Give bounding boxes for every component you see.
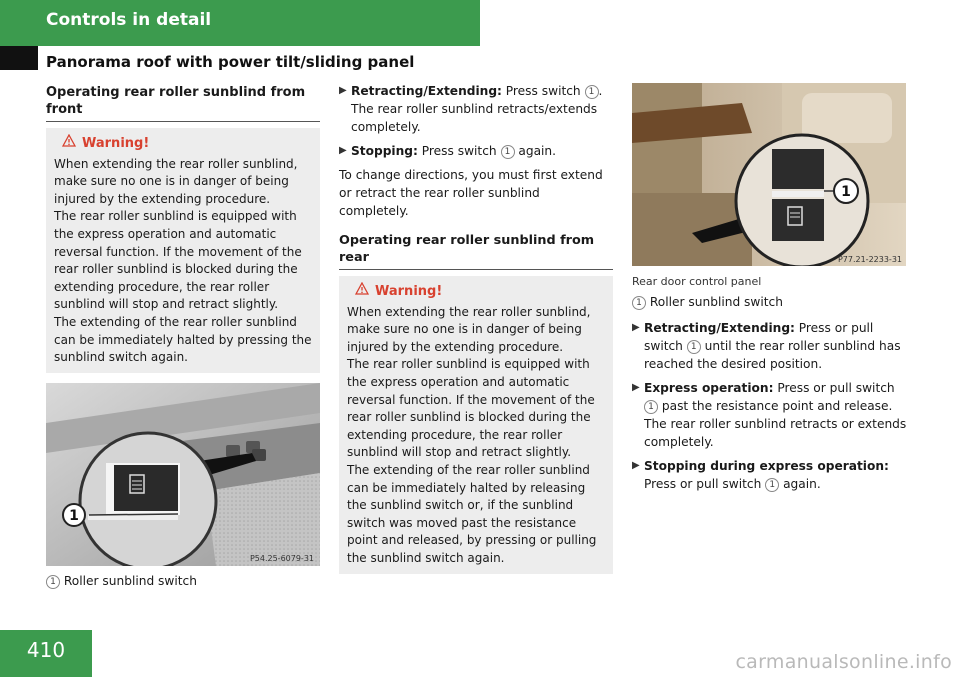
photo-caption: Rear door control panel <box>632 275 762 288</box>
overhead-panel-illustration <box>46 383 320 566</box>
warning-title <box>347 282 607 301</box>
page-subtitle: Panorama roof with power tilt/sliding panel <box>46 53 415 71</box>
bullet-arrow-icon: ▶ <box>632 322 640 333</box>
section-title: Controls in detail <box>46 10 212 30</box>
legend-number: 1 <box>46 575 60 589</box>
step-retracting-extending <box>339 82 613 136</box>
step-text: Press or pull switch <box>644 477 762 491</box>
direction-note: To change directions, you must first extend or retract the rear roller sunblind completely. <box>339 168 603 218</box>
step-text-cont: . The rear roller sunblind retracts/extends completely. <box>351 84 603 134</box>
warning-text-1: When extending the rear roller sunblind, make sure no one is in danger of being injured by the extending procedure. <box>54 156 298 206</box>
callout-number: 1 <box>69 508 79 524</box>
heading-rear-sunblind-front: Operating rear roller sunblind from front <box>46 84 320 122</box>
bullet-arrow-icon: ▶ <box>339 85 347 96</box>
heading-rule <box>339 269 613 270</box>
step-text: Press switch <box>505 84 581 98</box>
bullet-arrow-icon: ▶ <box>632 460 640 471</box>
warning-text-2: The rear roller sunblind is equipped with the express operation and automatic reversal function. If the movement of the rear roller sunblind is blocked during the extending procedure, the rear roller sunblind will stop and retract slightly. <box>54 209 302 312</box>
legend-number: 1 <box>632 296 646 310</box>
step-text-cont: until the rear roller sunblind has reached the desired position. <box>644 339 901 371</box>
bullet-arrow-icon: ▶ <box>339 145 347 156</box>
switch-number: 1 <box>644 400 658 414</box>
step-retracting-extending-rear <box>632 319 912 373</box>
legend-front <box>46 572 320 590</box>
photo-overhead-control-panel <box>46 383 320 566</box>
step-text-cont: again. <box>783 477 821 491</box>
step-label: Stopping: <box>351 144 418 158</box>
step-text-cont: past the resistance point and release. The rear roller sunblind retracts or extends completely. <box>644 399 907 449</box>
warning-text-1: When extending the rear roller sunblind, make sure no one is in danger of being injured by the extending procedure. <box>347 304 591 354</box>
page-number: 410 <box>26 638 66 662</box>
column-middle <box>339 82 613 574</box>
step-express-operation <box>632 379 912 451</box>
photo-rear-door-panel <box>632 83 906 266</box>
column-right <box>632 273 912 499</box>
legend-rear <box>632 293 912 311</box>
warning-box-front <box>46 128 320 373</box>
watermark: carmanualsonline.info <box>735 651 952 673</box>
step-label: Retracting/Extending: <box>644 321 795 335</box>
step-text: Press or pull switch <box>644 321 874 353</box>
warning-triangle-icon <box>355 282 369 301</box>
warning-title <box>54 134 314 153</box>
legend-text: Roller sunblind switch <box>649 295 783 309</box>
warning-triangle-icon <box>62 134 76 153</box>
warning-box-rear <box>339 276 613 574</box>
step-label: Retracting/Extending: <box>351 84 502 98</box>
warning-title-text: Warning! <box>375 283 443 299</box>
warning-text-3: The extending of the rear roller sunblind can be immediately halted by releasing the sunblind switch or, if the sunblind switch was moved past the resistance point and released, by pressing or pulling the sunblind switch again. <box>347 462 597 565</box>
photo-code: P77.21-2233-31 <box>837 255 902 264</box>
switch-number: 1 <box>687 340 701 354</box>
step-label: Express operation: <box>644 381 774 395</box>
warning-text-3: The extending of the rear roller sunblind can be immediately halted by pressing the sunblind switch again. <box>54 314 312 365</box>
switch-number: 1 <box>501 145 515 159</box>
section-marker <box>0 46 38 70</box>
callout-number: 1 <box>841 184 851 200</box>
switch-number: 1 <box>585 85 599 99</box>
bullet-arrow-icon: ▶ <box>632 382 640 393</box>
step-text: Press or pull switch <box>777 381 895 395</box>
photo-code: P54.25-6079-31 <box>249 554 314 563</box>
switch-number: 1 <box>765 478 779 492</box>
rear-door-illustration <box>632 83 906 266</box>
step-stopping-express <box>632 457 912 493</box>
legend-text: Roller sunblind switch <box>63 574 197 588</box>
warning-text-2: The rear roller sunblind is equipped with the express operation and automatic reversal function. If the movement of the rear roller sunblind is blocked during the extending procedure, the rear roller sunblind will stop and retract slightly. <box>347 357 595 460</box>
step-label: Stopping during express operation: <box>644 459 889 473</box>
column-left <box>46 84 320 373</box>
step-stopping <box>339 142 613 160</box>
warning-title-text: Warning! <box>82 135 150 151</box>
step-text: Press switch <box>421 144 497 158</box>
step-text-cont: again. <box>518 144 557 158</box>
heading-rear-sunblind-rear: Operating rear roller sunblind from rear <box>339 233 595 265</box>
